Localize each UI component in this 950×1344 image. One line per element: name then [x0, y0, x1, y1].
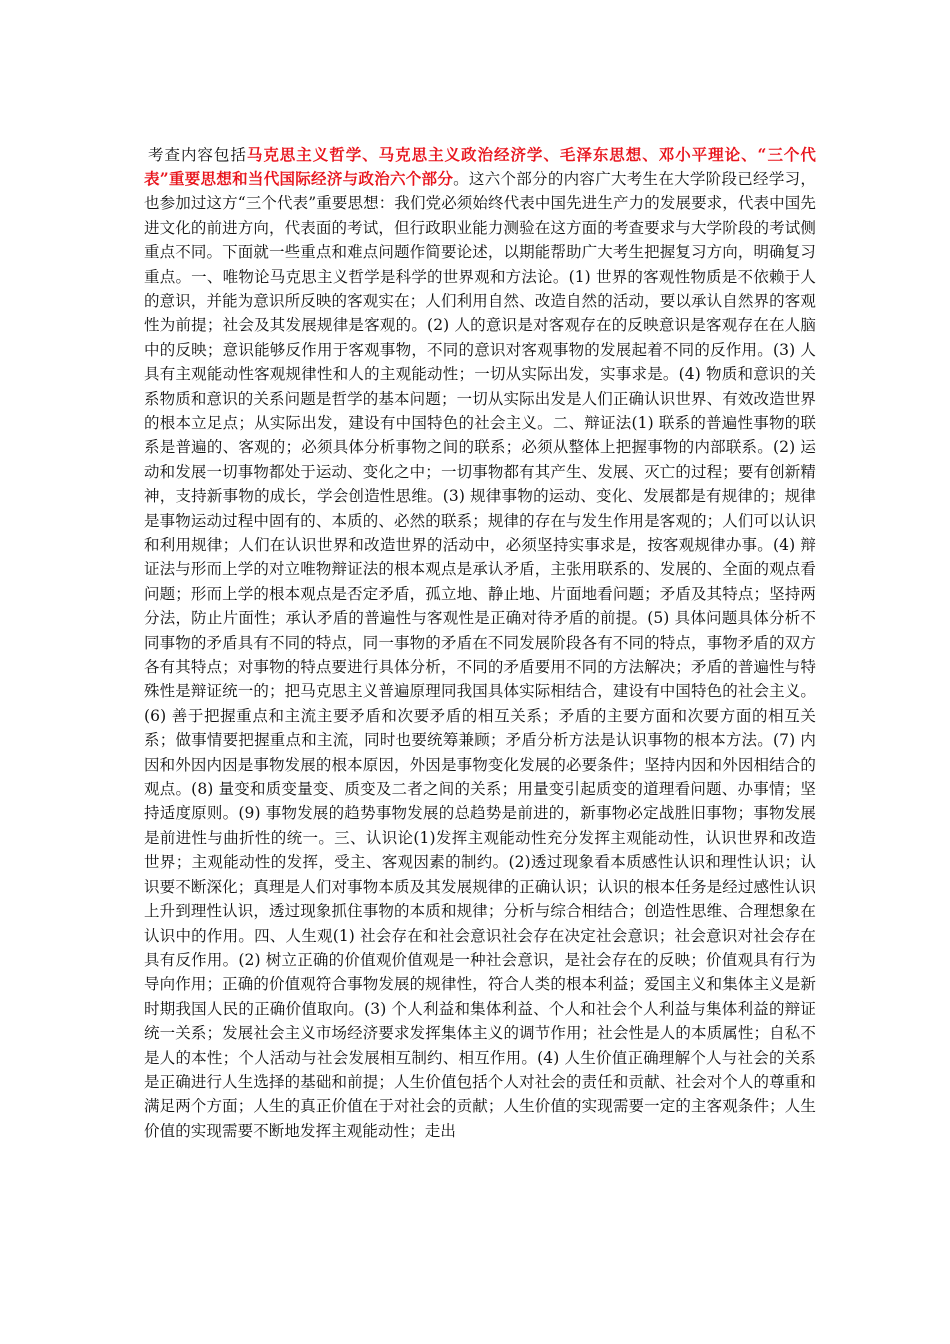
body-text: 。这六个部分的内容广大考生在大学阶段已经学习，也参加过这方“三个代表”重要思想：我们党必须始终代表中国先进生产力的发展要求，代表中国先进文化的前进方向，代表面的考试，但行政职业能力测验在这方面的考查要求与大学阶段的考试侧重点不同。下面就一些重点和难点问题作简要论述，以期能帮助广大考生把握复习方向，明确复习重点。一、唯物论马克思主义哲学是科学的世界观和方法论。(1) 世界的客观性物质是不依赖于人的意识，并能为意识所反映的客观实在；人们利用自然、改造自然的活动，要以承认自然界的客观性为前提；社会及其发展规律是客观的。(2) 人的意识是对客观存在的反映意识是客观存在在人脑中的反映；意识能够反作用于客观事物，不同的意识对客观事物的发展起着不同的反作用。(3) 人具有主观能动性客观规律性和人的主观能动性；一切从实际出发，实事求是。(4) 物质和意识的关系物质和意识的关系问题是哲学的基本问题；一切从实际出发是人们正确认识世界、有效改造世界的根本立足点；从实际出发，建设有中国特色的社会主义。二、辩证法(1) 联系的普遍性事物的联系是普遍的、客观的；必须具体分析事物之间的联系；必须从整体上把握事物的内部联系。(2) 运动和发展一切事物都处于运动、变化之中；一切事物都有其产生、发展、灭亡的过程；要有创新精神，支持新事物的成长，学会创造性思维。(3) 规律事物的运动、变化、发展都是有规律的；规律是事物运动过程中固有的、本质的、必然的联系；规律的存在与发生作用是客观的；人们可以认识和利用规律；人们在认识世界和改造世界的活动中，必须坚持实事求是，按客观规律办事。(4) 辩证法与形而上学的对立唯物辩证法的根本观点是承认矛盾，主张用联系的、发展的、全面的观点看问题；形而上学的根本观点是否定矛盾，孤立地、静止地、片面地看问题；矛盾及其特点；坚持两分法，防止片面性；承认矛盾的普遍性与客观性是正确对待矛盾的前提。(5) 具体问题具体分析不同事物的矛盾具有不同的特点，同一事物的矛盾在不同发展阶段各有不同的特点，事物矛盾的双方各有其特点；对事物的特点要进行具体分析，不同的矛盾要用不同的方法解决；矛盾的普遍性与特殊性是辩证统一的；把马克思主义普遍原理同我国具体实际相结合，建设有中国特色的社会主义。(6) 善于把握重点和主流主要矛盾和次要矛盾的相互关系；矛盾的主要方面和次要方面的相互关系；做事情要把握重点和主流，同时也要统筹兼顾；矛盾分析方法是认识事物的根本方法。(7) 内因和外因内因是事物发展的根本原因，外因是事物变化发展的必要条件；坚持内因和外因相结合的观点。(8) 量变和质变量变、质变及二者之间的关系；用量变引起质变的道理看问题、办事情；坚持适度原则。(9) 事物发展的趋势事物发展的总趋势是前进的，新事物必定战胜旧事物；事物发展是前进性与曲折性的统一。三、认识论(1)发挥主观能动性充分发挥主观能动性，认识世界和改造世界；主观能动性的发挥，受主、客观因素的制约。(2)透过现象看本质感性认识和理性认识；认识要不断深化；真理是人们对事物本质及其发展规律的正确认识；认识的根本任务是经过感性认识上升到理性认识，透过现象抓住事物的本质和规律；分析与综合相结合；创造性思维、合理想象在认识中的作用。四、人生观(1) 社会存在和社会意识社会存在决定社会意识；社会意识对社会存在具有反作用。(2) 树立正确的价值观价值观是一种社会意识，是社会存在的反映；价值观具有行为导向作用；正确的价值观符合事物发展的规律性，符合人类的根本利益；爱国主义和集体主义是新时期我国人民的正确价值取向。(3) 个人利益和集体利益、个人和社会个人利益与集体利益的辩证统一关系；发展社会主义市场经济要求发挥集体主义的调节作用；社会性是人的本质属性；自私不是人的本性；个人活动与社会发展相互制约、相互作用。(4) 人生价值正确理解个人与社会的关系是正确进行人生选择的基础和前提；人生价值包括个人对社会的责任和贡献、社会对个人的尊重和满足两个方面；人生的真正价值在于对社会的贡献；人生价值的实现需要一定的主客观条件；人生价值的实现需要不断地发挥主观能动性；走出: [144, 169, 816, 1140]
lead-text: 考查内容包括: [148, 145, 247, 164]
highlighted-topics: 马克思主义哲学、马克思主义政治经济学、毛泽东思想、邓小平理论、“三个代表”重要思想和当代国际经济与政治六个部分: [144, 144, 817, 188]
body-paragraph: [144, 143, 816, 1144]
